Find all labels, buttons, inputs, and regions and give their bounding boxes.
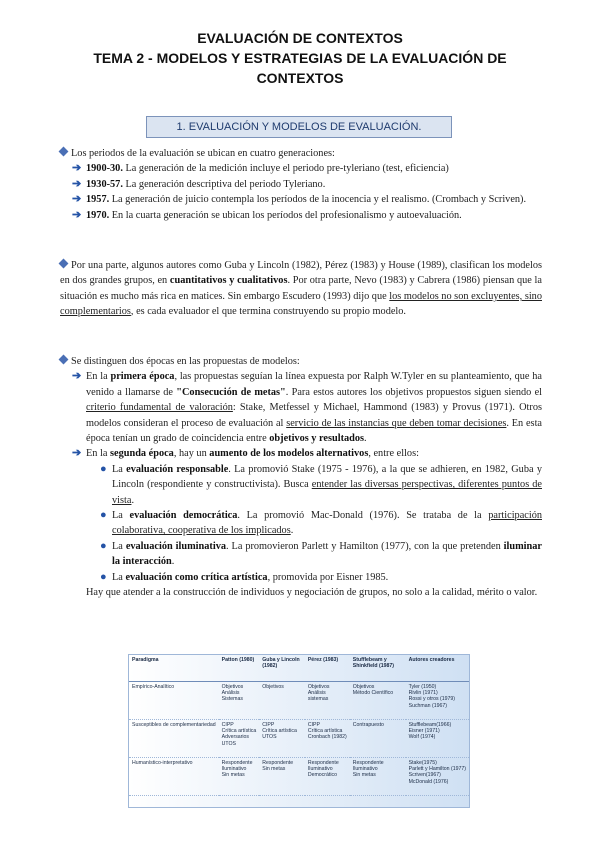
dot-bullet-icon: ● bbox=[100, 539, 107, 552]
year-label: 1900-30. bbox=[86, 163, 123, 175]
table-cell bbox=[305, 682, 350, 720]
cell-line: Crítica artística bbox=[307, 728, 343, 735]
cell-line: Stufflebeam(1966) bbox=[408, 722, 452, 728]
cell-line: Objetivos bbox=[262, 684, 284, 690]
cell-line: Wolf (1974) bbox=[408, 734, 436, 741]
bold-run: evaluación como crítica artística bbox=[125, 571, 268, 583]
dot-bullet-icon: ● bbox=[100, 570, 107, 583]
text-run: La bbox=[112, 463, 127, 475]
arrow-bullet-icon: ➔ bbox=[72, 193, 82, 206]
cell-line: Análisis bbox=[307, 690, 326, 697]
arrow-bullet-icon: ➔ bbox=[72, 370, 82, 383]
cell-line: Cronbach (1982) bbox=[307, 734, 347, 741]
cell-line: Crítica artística bbox=[221, 728, 257, 735]
cell-line: Democrático bbox=[307, 772, 337, 779]
table-cell bbox=[219, 682, 260, 720]
generations-block bbox=[60, 146, 542, 223]
cell-line: Crítica artística bbox=[262, 728, 297, 735]
text-run: . bbox=[290, 525, 294, 537]
generations-intro-text: Los periodos de la evaluación se ubican en cuatro generaciones: bbox=[71, 148, 335, 159]
text-run: . En esta época tenían un grado de coincidencia entre bbox=[86, 417, 542, 445]
underlined-run: los modelos no son excluyentes, sino complementarios bbox=[60, 290, 542, 318]
dot-bullet-icon: ● bbox=[100, 509, 107, 522]
generations-intro bbox=[60, 146, 542, 161]
text-run: , promovida por Eisner 1985. bbox=[267, 571, 389, 583]
year-label: 1957. bbox=[86, 194, 110, 206]
model-item-artistic-critique bbox=[60, 570, 542, 585]
cell-line: Rossi y otros (1979) bbox=[408, 696, 456, 703]
text-run: , hay un bbox=[173, 448, 210, 460]
text-run: , entre ellos: bbox=[368, 448, 419, 460]
text-run: . La promovió Mac-Donald (1976). Se trataba de la bbox=[237, 510, 489, 522]
cell-line: Iluminativo bbox=[221, 766, 247, 773]
bold-run: evaluación democrática bbox=[129, 510, 238, 522]
text-run: . bbox=[364, 433, 367, 445]
table-cell bbox=[129, 758, 219, 796]
table-cell bbox=[219, 720, 260, 758]
table-cell bbox=[129, 682, 219, 720]
model-item-illuminative bbox=[60, 539, 542, 570]
cell-line: UTOS bbox=[262, 734, 277, 741]
arrow-bullet-icon: ➔ bbox=[72, 447, 82, 460]
bold-run: cuantitativos y cualitativos bbox=[169, 275, 288, 287]
table-cell bbox=[350, 720, 406, 758]
bold-run: primera época bbox=[110, 371, 175, 383]
underlined-run: servicio de las instancias que deben tomar decisiones bbox=[286, 417, 507, 429]
classification-paragraph bbox=[60, 258, 542, 320]
cell-line: Respondente bbox=[262, 760, 294, 766]
item-text: La generación de juicio contempla los períodos de la inocencia y el realismo. (Crombach y Scriven). bbox=[109, 194, 527, 206]
bold-run: evaluación iluminativa bbox=[125, 540, 227, 552]
item-text: La generación descriptiva del periodo Tyleriano. bbox=[122, 178, 326, 190]
cell-line: Humanístico-interpretativo bbox=[132, 760, 193, 766]
table-cell bbox=[305, 720, 350, 758]
table-header: Patton (1980) bbox=[219, 655, 260, 682]
cell-line: Sin metas bbox=[352, 772, 376, 779]
text-run: . bbox=[131, 494, 135, 506]
year-label: 1930-57. bbox=[86, 178, 123, 190]
underlined-run: entender las diversas perspectivas, diferentes puntos de vista bbox=[112, 479, 542, 506]
table-body bbox=[129, 682, 469, 796]
bold-run: segunda época bbox=[110, 448, 174, 460]
text-run: La bbox=[112, 571, 126, 583]
text-run: . Por otra parte, Nevo (1983) y Cabrera (1986) piensan que la situación es mucho más rica en matices. Sin embargo Escudero (1993) dijo que bbox=[60, 275, 542, 302]
list-item bbox=[60, 208, 542, 223]
list-item bbox=[60, 192, 542, 207]
bold-run: evaluación responsable bbox=[126, 463, 229, 475]
cell-line: Respondente bbox=[352, 760, 384, 766]
cell-line: Sin metas bbox=[221, 772, 245, 779]
cell-line: Contrapuesto bbox=[352, 722, 384, 728]
text-run: En la bbox=[86, 448, 111, 460]
text-run: La bbox=[112, 510, 130, 522]
list-item bbox=[60, 161, 542, 176]
table-header: Stufflebeam y Shinkfield (1987) bbox=[350, 655, 406, 682]
table-cell bbox=[259, 720, 305, 758]
cell-line: Scriven(1967) bbox=[408, 772, 441, 779]
bold-run: objetivos y resultados bbox=[269, 433, 365, 445]
cell-line: Parlett y Hamilton (1977) bbox=[408, 766, 466, 773]
text-run: La bbox=[112, 540, 126, 552]
cell-line: Iluminativo bbox=[307, 766, 333, 773]
cell-line: CIPP bbox=[307, 722, 320, 728]
cell-line: Objetivos bbox=[352, 684, 375, 690]
table-header: Guba y Lincoln (1982) bbox=[259, 655, 305, 682]
cell-line: Eisner (1971) bbox=[408, 728, 440, 735]
diamond-bullet-icon bbox=[59, 147, 69, 157]
table-cell bbox=[219, 758, 260, 796]
text-run: . Para estos autores los objetivos propuestos siguen siendo el bbox=[285, 386, 542, 398]
cell-line: Sistemas bbox=[221, 696, 243, 703]
epochs-intro bbox=[60, 354, 542, 369]
cell-line: CIPP bbox=[221, 722, 234, 728]
text-run: . La promovió Stake (1975 - 1976), a la que se adhieren, en 1982, Guba y Lincoln (respondiente y constructivista). Busca bbox=[112, 463, 542, 491]
table-header: Pérez (1983) bbox=[305, 655, 350, 682]
bold-run: "Consecución de metas" bbox=[176, 386, 286, 398]
cell-line: Stake(1975) bbox=[408, 760, 437, 766]
table-header-row bbox=[129, 655, 469, 682]
table-cell bbox=[350, 682, 406, 720]
year-label: 1970. bbox=[86, 209, 110, 221]
section-heading: 1. EVALUACIÓN Y MODELOS DE EVALUACIÓN. bbox=[146, 116, 452, 138]
model-item-democratic bbox=[60, 508, 542, 539]
table-cell bbox=[350, 758, 406, 796]
epochs-intro-text: Se distinguen dos épocas en las propuestas de modelos: bbox=[71, 356, 300, 367]
cell-line: Análisis bbox=[221, 690, 240, 697]
cell-line: Respondente bbox=[307, 760, 339, 766]
table-cell bbox=[129, 720, 219, 758]
table-header: Paradigma bbox=[129, 655, 219, 682]
item-text: La generación de la medición incluye el periodo pre-tyleriano (test, eficiencia) bbox=[122, 163, 449, 175]
cell-line: CIPP bbox=[262, 722, 275, 728]
text-run: Por una parte, algunos autores como Guba y Lincoln (1982), Pérez (1983) y House (1989), clasifican los modelos en dos grandes grupos, en bbox=[60, 260, 542, 287]
arrow-bullet-icon: ➔ bbox=[72, 162, 82, 175]
bold-run: iluminar la interacción bbox=[112, 540, 542, 568]
table-row bbox=[129, 720, 469, 758]
title-line-1: EVALUACIÓN DE CONTEXTOS bbox=[197, 30, 403, 46]
text-run: , es cada evaluador el que termina construyendo su propio modelo. bbox=[130, 306, 406, 318]
text-run: . bbox=[171, 556, 175, 568]
table-header: Autores creadores bbox=[406, 655, 469, 682]
item-text: En la cuarta generación se ubican los períodos del profesionalismo y autoevaluación. bbox=[109, 209, 462, 221]
diamond-bullet-icon bbox=[59, 355, 69, 365]
cell-line: Método Científico bbox=[352, 690, 394, 697]
text-run: : Stake, Metfessel y Michael, Hammond (1983) y Provus (1971). Otros modelos consideran el proceso de evaluación al bbox=[86, 402, 542, 429]
table-cell bbox=[406, 720, 469, 758]
dot-bullet-icon: ● bbox=[100, 462, 107, 475]
table-cell bbox=[259, 758, 305, 796]
title-line-3: CONTEXTOS bbox=[256, 70, 344, 86]
cell-line: UTOS bbox=[221, 740, 236, 747]
arrow-bullet-icon: ➔ bbox=[72, 208, 82, 221]
cell-line: Empírico-Analítico bbox=[132, 684, 175, 690]
table-row bbox=[129, 758, 469, 796]
models-comparison-table bbox=[128, 654, 470, 808]
table-cell bbox=[406, 758, 469, 796]
cell-line: Susceptibles de complementariedad bbox=[132, 722, 216, 728]
cell-line: McDonald (1976) bbox=[408, 778, 449, 785]
text-run: En la bbox=[86, 371, 111, 383]
arrow-bullet-icon: ➔ bbox=[72, 177, 82, 190]
table-cell bbox=[406, 682, 469, 720]
document-title-block bbox=[0, 28, 600, 88]
models-table bbox=[129, 655, 469, 796]
bold-run: aumento de los modelos alternativos bbox=[209, 448, 369, 460]
table-row bbox=[129, 682, 469, 720]
cell-line: Tyler (1950) bbox=[408, 684, 437, 690]
cell-line: Sin metas bbox=[262, 766, 286, 773]
text-run: . La promovieron Parlett y Hamilton (1977), con la que pretenden bbox=[226, 540, 504, 552]
epochs-block bbox=[60, 354, 542, 601]
diamond-bullet-icon bbox=[59, 259, 69, 269]
underlined-run: participación colaborativa, cooperativa de los implicados bbox=[112, 510, 542, 537]
text-run: , las propuestas seguían la línea expuesta por Ralph W.Tyler en su planteamiento, que ha venido a llamarse de bbox=[86, 371, 542, 398]
cell-line: sistemas bbox=[307, 696, 329, 703]
cell-line: Objetivos bbox=[221, 684, 244, 690]
list-item bbox=[60, 177, 542, 192]
cell-line: Suchman (1967) bbox=[408, 702, 447, 709]
title-line-2: TEMA 2 - MODELOS Y ESTRATEGIAS DE LA EVALUACIÓN DE bbox=[93, 50, 507, 66]
underlined-run: criterio fundamental de valoración bbox=[86, 402, 233, 414]
epoch-1-item bbox=[60, 369, 542, 446]
epoch-2-item bbox=[60, 446, 542, 461]
cell-line: Adversarios bbox=[221, 734, 250, 741]
cell-line: Respondente bbox=[221, 760, 253, 766]
table-cell bbox=[305, 758, 350, 796]
closing-text: Hay que atender a la construcción de individuos y negociación de grupos, no solo a la calidad, mérito o valor. bbox=[86, 587, 538, 599]
cell-line: Iluminativo bbox=[352, 766, 378, 773]
model-item-responsive bbox=[60, 462, 542, 508]
table-cell bbox=[259, 682, 305, 720]
cell-line: Objetivos bbox=[307, 684, 330, 690]
cell-line: Rivlin (1971) bbox=[408, 690, 438, 697]
